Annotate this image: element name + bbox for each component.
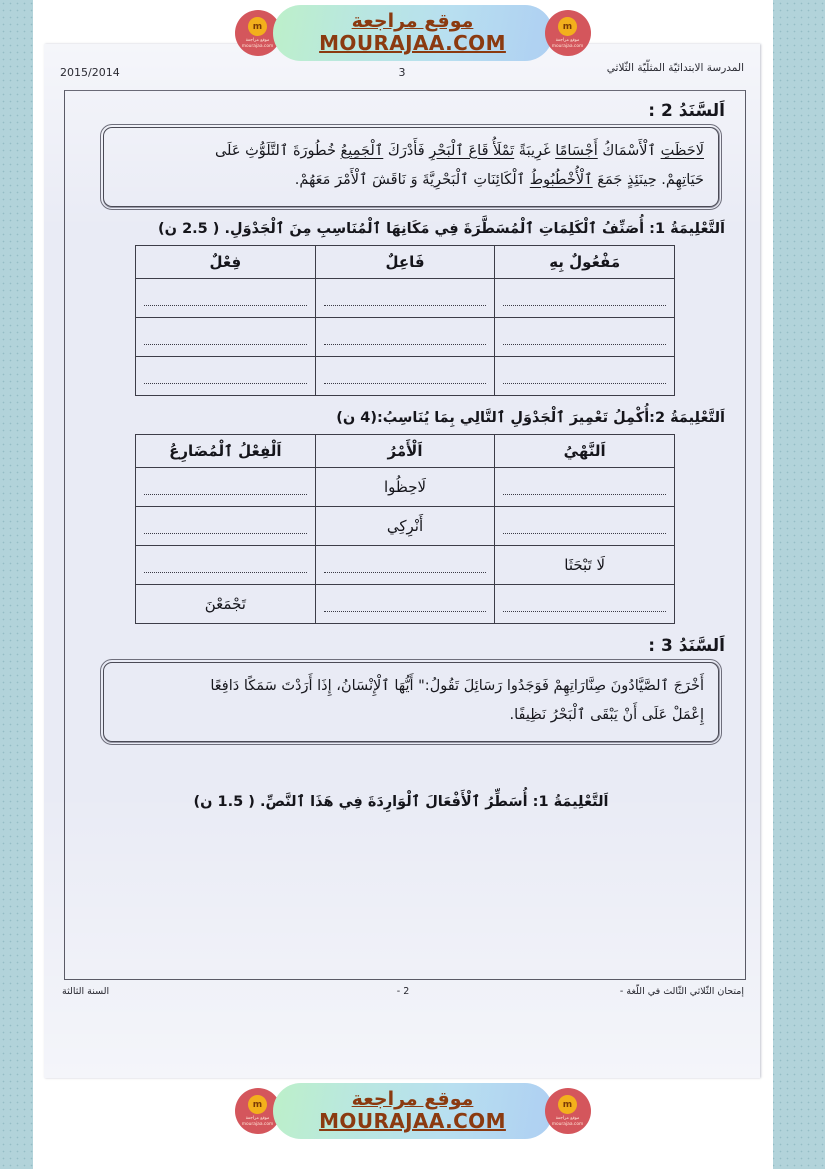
- passage-line-2: [118, 166, 704, 195]
- answer-dotted-line: [503, 611, 666, 612]
- scanned-exam-page: [44, 44, 760, 1078]
- classification-table: [135, 245, 675, 396]
- answer-dotted-line: [503, 383, 666, 384]
- table1-cell-r1c2[interactable]: [136, 318, 316, 357]
- table1-cell-r2c2[interactable]: [136, 357, 316, 396]
- footer-page-number: - 2: [396, 986, 410, 997]
- answer-dotted-line: [503, 494, 666, 495]
- table2-cell-r3c2: تَجْمَعْنَ: [136, 585, 316, 624]
- underlined-phrase-tamlau: تَمْلَأُ قَاعَ ٱلْبَحْرِ: [429, 143, 515, 159]
- underlined-word-ajsaman: أَجْسَامًا: [555, 143, 598, 159]
- footer-grade-level: السنة الثالثة: [62, 986, 110, 997]
- table2-cell-r2c2[interactable]: [136, 546, 316, 585]
- promo-banner-top: [0, 2, 825, 64]
- answer-dotted-line: [324, 305, 487, 306]
- answer-dotted-line: [144, 344, 307, 345]
- section-title-support-2: اَلسَّنَدُ 2 :: [648, 101, 725, 121]
- table2-header-amr: اَلْأَمْرُ: [315, 435, 495, 468]
- promo-banner-bottom: [0, 1080, 825, 1142]
- underlined-word-alukhtubut: ٱلْأُخْطُبُوطُ: [529, 172, 593, 188]
- answer-dotted-line: [144, 383, 307, 384]
- passage-text-1h: خُطُورَةَ ٱلتَّلَوُّثِ عَلَى: [214, 143, 341, 159]
- logo-badge-subtext: موقع مراجعة mourajaa.com: [551, 38, 584, 49]
- logo-badge-subtext: موقع مراجعة mourajaa.com: [241, 1116, 274, 1127]
- section-title-support-3: اَلسَّنَدُ 3 :: [648, 636, 725, 656]
- logo-mark-icon: m: [558, 1095, 577, 1114]
- table-header-row: [136, 435, 675, 468]
- table2-cell-r3c1[interactable]: [315, 585, 495, 624]
- footer-exam-label: إمتحان الثّلاثي الثّالث في اللّغة -: [619, 986, 744, 997]
- promo-arabic-title-bottom: موقع مراجعة: [351, 1088, 474, 1111]
- table2-cell-r1c0[interactable]: [495, 507, 675, 546]
- answer-dotted-line: [144, 572, 307, 573]
- passage-text-2c: ٱلْكَائِنَاتِ ٱلْبَحْرِيَّةَ وَ نَاقَشَ ٱلْأَمْرَ مَعَهُمْ.: [294, 172, 530, 188]
- support3-line-2: إِعْمَلْ عَلَى أَنْ يَبْقَى ٱلْبَحْرُ نَظِيفًا.: [509, 707, 704, 723]
- table1-cell-r2c1[interactable]: [315, 357, 495, 396]
- table-row: [136, 357, 675, 396]
- logo-badge-subtext: موقع مراجعة mourajaa.com: [551, 1116, 584, 1127]
- underlined-word-aljamee: ٱلْجَمِيعُ: [340, 143, 384, 159]
- school-year-label: 2015/2014: [60, 66, 120, 79]
- promo-arabic-title-top: موقع مراجعة: [351, 10, 474, 33]
- table1-cell-r1c0[interactable]: [495, 318, 675, 357]
- passage-line-1: [118, 137, 704, 166]
- table-row: [136, 468, 675, 507]
- table-row: [136, 507, 675, 546]
- table2-cell-r3c0[interactable]: [495, 585, 675, 624]
- answer-dotted-line: [144, 494, 307, 495]
- logo-mark-icon: m: [558, 17, 577, 36]
- passage-text-1d: غَرِيبَةً: [514, 143, 556, 159]
- mourajaa-logo-badge-right: [545, 1088, 591, 1134]
- logo-badge-subtext: موقع مراجعة mourajaa.com: [241, 38, 274, 49]
- table1-header-fail: فَاعِلٌ: [315, 246, 495, 279]
- school-name-label: المدرسة الابتدائيّة المثلّيّة الثّلاثي: [606, 62, 744, 74]
- passage-box-support-2: [103, 127, 719, 207]
- table2-cell-r0c2[interactable]: [136, 468, 316, 507]
- instruction-1-text: اَلتَّعْلِيمَةُ 1: أُصَنِّفُ ٱلْكَلِمَاتِ ٱلْمُسَطَّرَةَ فِي مَكَانِهَا ٱلْمُنَاسِبِ مِنَ ٱلْجَدْوَلِ. ( 2.5 ن): [158, 221, 725, 237]
- table2-header-nahy: اَلنَّهْيُ: [495, 435, 675, 468]
- exam-content-frame: [64, 90, 746, 980]
- table2-cell-r0c1: لَاحِظُوا: [315, 468, 495, 507]
- logo-mark-icon: m: [248, 1095, 267, 1114]
- instruction-3-text: اَلتَّعْلِيمَةُ 1: أُسَطِّرُ ٱلْأَفْعَالَ ٱلْوَارِدَةَ فِي هَذَا ٱلنَّصِّ. ( 1.5 ن): [193, 794, 609, 810]
- answer-dotted-line: [144, 305, 307, 306]
- promo-pill-top[interactable]: [273, 5, 553, 61]
- table1-header-maful: مَفْعُولٌ بِهِ: [495, 246, 675, 279]
- table1-cell-r0c2[interactable]: [136, 279, 316, 318]
- logo-mark-icon: m: [248, 17, 267, 36]
- answer-dotted-line: [324, 572, 487, 573]
- table1-cell-r0c1[interactable]: [315, 279, 495, 318]
- answer-dotted-line: [503, 344, 666, 345]
- table1-cell-r2c0[interactable]: [495, 357, 675, 396]
- support3-line-1: أَخْرَجَ ٱلصَّيَّادُونَ صِنَّارَاتِهِمْ فَوَجَدُوا رَسَائِلَ تَقُولُ:" أَيُّهَا ٱلْإِنْسَانُ، إِذَا أَرَدْتَ سَمَكًا دَافِعًا: [210, 678, 704, 694]
- instruction-2-text: اَلتَّعْلِيمَةُ 2:أُكْمِلُ تَعْمِيرَ ٱلْجَدْوَلِ ٱلتَّالِي بِمَا يُنَاسِبُ:(4 ن): [336, 410, 725, 426]
- table-row: [136, 585, 675, 624]
- table1-header-fil: فِعْلٌ: [136, 246, 316, 279]
- underlined-word-lahazat: لَاحَظَتِ: [660, 143, 704, 159]
- passage-box-support-3: [103, 662, 719, 742]
- table2-cell-r0c0[interactable]: [495, 468, 675, 507]
- table-row: [136, 279, 675, 318]
- promo-site-url-top: MOURAJAA.COM: [319, 31, 506, 56]
- answer-dotted-line: [324, 344, 487, 345]
- table-row: [136, 318, 675, 357]
- passage-text-1f: فَأَدْرَكَ: [383, 143, 430, 159]
- table2-cell-r2c0: لَا تَبْحَثَا: [495, 546, 675, 585]
- header-page-number: 3: [398, 66, 406, 79]
- table2-cell-r1c1: أَنْرِكِي: [315, 507, 495, 546]
- mourajaa-logo-badge-right: [545, 10, 591, 56]
- answer-dotted-line: [503, 533, 666, 534]
- passage-text-2a: حَيَاتِهِمْ. حِينَئِذٍ جَمَعَ: [592, 172, 704, 188]
- promo-pill-bottom[interactable]: [273, 1083, 553, 1139]
- table2-cell-r1c2[interactable]: [136, 507, 316, 546]
- table1-cell-r1c1[interactable]: [315, 318, 495, 357]
- table2-header-mudari: اَلْفِعْلُ ٱلْمُضَارِعُ: [136, 435, 316, 468]
- answer-dotted-line: [144, 533, 307, 534]
- verb-forms-table: [135, 434, 675, 624]
- table1-cell-r0c0[interactable]: [495, 279, 675, 318]
- answer-dotted-line: [324, 383, 487, 384]
- sheet-footer: [60, 986, 746, 1006]
- passage-text-1b: ٱلْأَسْمَاكُ: [597, 143, 661, 159]
- table-row: [136, 546, 675, 585]
- table-header-row: [136, 246, 675, 279]
- answer-dotted-line: [324, 611, 487, 612]
- promo-site-url-bottom: MOURAJAA.COM: [319, 1109, 506, 1134]
- answer-dotted-line: [503, 305, 666, 306]
- table2-cell-r2c1[interactable]: [315, 546, 495, 585]
- sheet-header: [58, 60, 746, 88]
